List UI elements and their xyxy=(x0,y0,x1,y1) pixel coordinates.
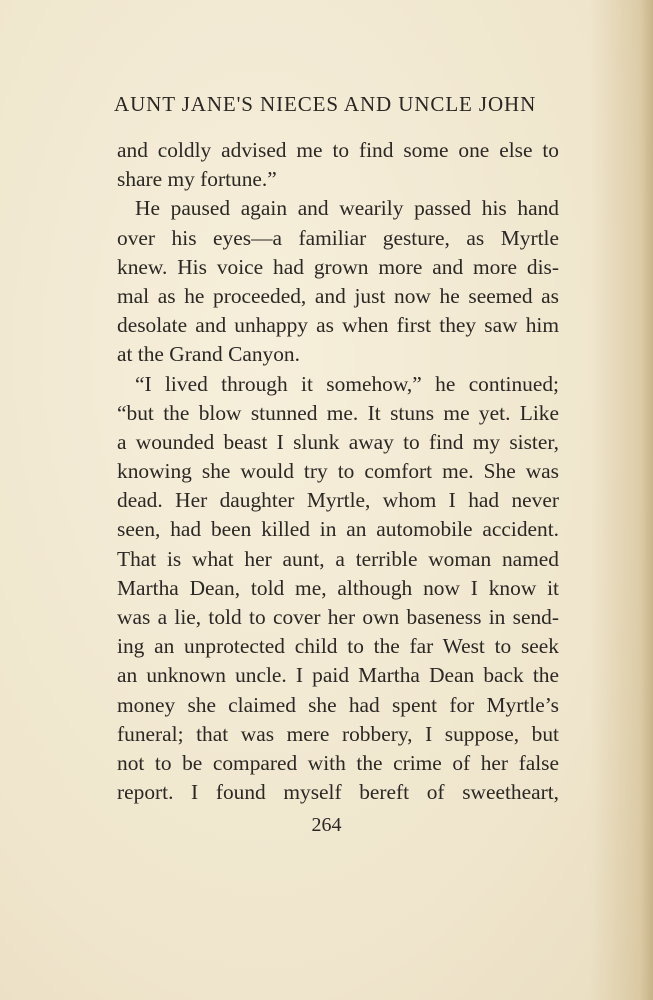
page-number: 264 xyxy=(311,814,342,836)
text-line: desolate and unhappy as when first they saw him xyxy=(117,313,559,338)
text-line: a wounded beast I slunk away to find my sister, xyxy=(117,429,559,454)
body-text xyxy=(117,136,559,807)
text-line: mal as he proceeded, and just now he seemed as xyxy=(117,283,559,308)
running-head: AUNT JANE'S NIECES AND UNCLE JOHN xyxy=(114,92,537,116)
text-line: was a lie, told to cover her own baseness in send- xyxy=(117,605,559,629)
text-line: He paused again and wearily passed his hand xyxy=(135,196,559,221)
text-line: knowing she would try to comfort me. She was xyxy=(117,459,559,484)
text-line: That is what her aunt, a terrible woman named xyxy=(117,546,559,571)
text-line: “I lived through it somehow,” he continued; xyxy=(135,371,559,396)
text-line: money she claimed she had spent for Myrtle’s xyxy=(117,692,559,717)
text-line: and coldly advised me to find some one else to xyxy=(117,138,559,162)
text-line: “but the blow stunned me. It stuns me yet. Like xyxy=(117,400,559,425)
text-line: seen, had been killed in an automobile accident. xyxy=(117,517,559,542)
text-line: not to be compared with the crime of her false xyxy=(117,750,559,775)
text-line: Martha Dean, told me, although now I know it xyxy=(117,575,559,600)
text-line: over his eyes—a familiar gesture, as Myrtle xyxy=(117,225,559,250)
text-line: share my fortune.” xyxy=(117,167,277,192)
text-line: ing an unprotected child to the far West to seek xyxy=(117,634,559,659)
text-line: funeral; that was mere robbery, I suppose, but xyxy=(117,721,559,746)
text-line: at the Grand Canyon. xyxy=(117,342,300,367)
text-line: report. I found myself bereft of sweetheart, xyxy=(117,780,559,805)
text-line: an unknown uncle. I paid Martha Dean back the xyxy=(117,663,559,688)
text-line: dead. Her daughter Myrtle, whom I had never xyxy=(117,488,559,513)
text-line: knew. His voice had grown more and more dis- xyxy=(117,254,559,279)
